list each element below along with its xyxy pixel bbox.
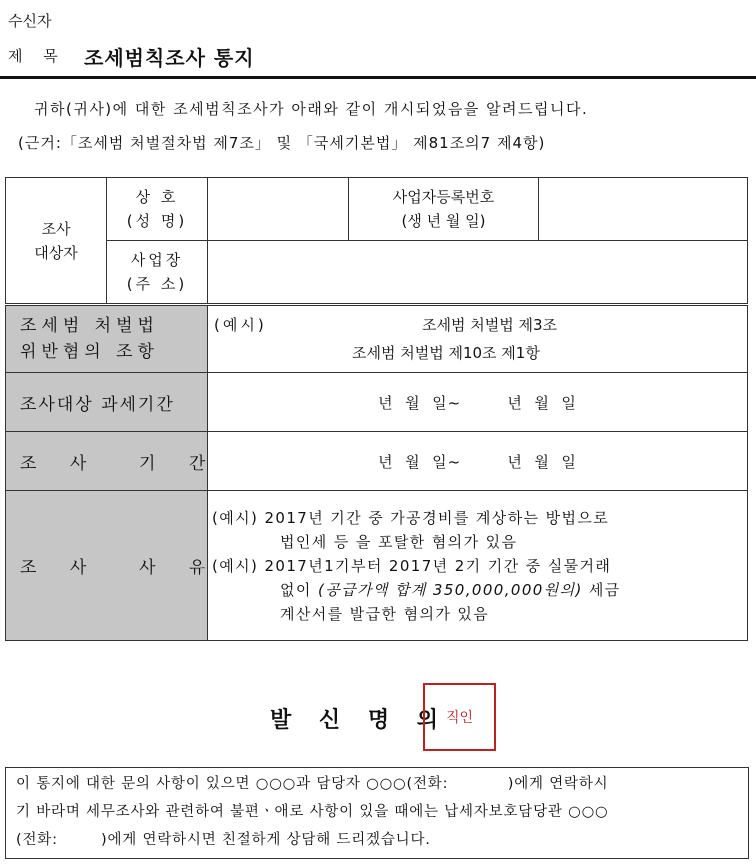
workplace-label: 사업장 (주 소) <box>107 241 208 305</box>
reason-2-suffix: 세금 <box>582 580 621 599</box>
title-divider <box>0 76 756 79</box>
tax-period-label: 조사대상 과세기간 <box>6 373 208 432</box>
reason-2-line-1: (예시) 2017년1기부터 2017년 2기 기간 중 실물거래 <box>212 556 612 575</box>
sender-name: 발 신 명 의 <box>270 708 448 733</box>
contact-line-1: 이 통지에 대한 문의 사항이 있으면 ○○○과 담당자 ○○○(전화: )에게 연락하시 <box>16 776 609 792</box>
reason-2-line-2 <box>212 578 743 602</box>
reason-2-line-3: 계산서를 발급한 혐의가 있음 <box>280 604 490 623</box>
tax-period-value: 년 월 일~ 년 월 일 <box>208 373 748 432</box>
reason-1-line-2: 법인세 등 을 포탈한 혐의가 있음 <box>280 532 518 551</box>
investigation-period-value: 년 월 일~ 년 월 일 <box>208 432 748 491</box>
recipient-label: 수신자 <box>8 12 52 30</box>
contact-line-3: (전화: )에게 연락하시면 친절하게 상담해 드리겠습니다. <box>16 832 431 848</box>
subject-group-label: 조사 대상자 <box>6 178 107 305</box>
official-seal-box <box>423 683 496 751</box>
subject-label: 제 목 <box>8 47 66 65</box>
violation-clause-2: 조세범 처벌법 제10조 제1항 <box>352 344 540 362</box>
trade-name-label: 상 호 (성 명) <box>107 178 208 241</box>
investigation-period-label: 조 사 기 간 <box>6 432 208 491</box>
biz-reg-label: 사업자등록번호 (생 년 월 일) <box>349 178 539 241</box>
intro-legal-basis: (근거:「조세범 처벌절차법 제7조」 및 「국세기본법」 제81조의7 제4항) <box>18 134 546 152</box>
investigation-table <box>5 177 748 641</box>
reason-label: 조 사 사 유 <box>6 491 208 641</box>
contact-notice <box>5 767 749 859</box>
investigation-reasons <box>208 491 748 641</box>
violation-clauses <box>208 305 748 373</box>
biz-reg-value <box>539 178 748 241</box>
document-title: 조세범칙조사 통지 <box>84 46 255 70</box>
intro-notice: 귀하(귀사)에 대한 조세범칙조사가 아래와 같이 개시되었음을 알려드립니다. <box>34 100 589 118</box>
official-seal-label: 직인 <box>445 710 474 726</box>
workplace-value <box>208 241 748 305</box>
reason-1-line-1: (예시) 2017년 기간 중 가공경비를 계상하는 방법으로 <box>212 508 610 527</box>
reason-2-prefix: 없이 <box>280 580 318 599</box>
violation-label: 조세범 처벌법 위반혐의 조항 <box>6 305 208 373</box>
violation-clause-1: 조세범 처벌법 제3조 <box>422 316 558 334</box>
contact-line-2: 기 바라며 세무조사와 관련하여 불편ㆍ애로 사항이 있을 때에는 납세자보호담당관 ○○○ <box>16 804 609 820</box>
reason-2-amount: (공급가액 합계 350,000,000원의) <box>317 580 583 599</box>
violation-example-tag: (예시) <box>214 316 267 334</box>
trade-name-value <box>208 178 349 241</box>
